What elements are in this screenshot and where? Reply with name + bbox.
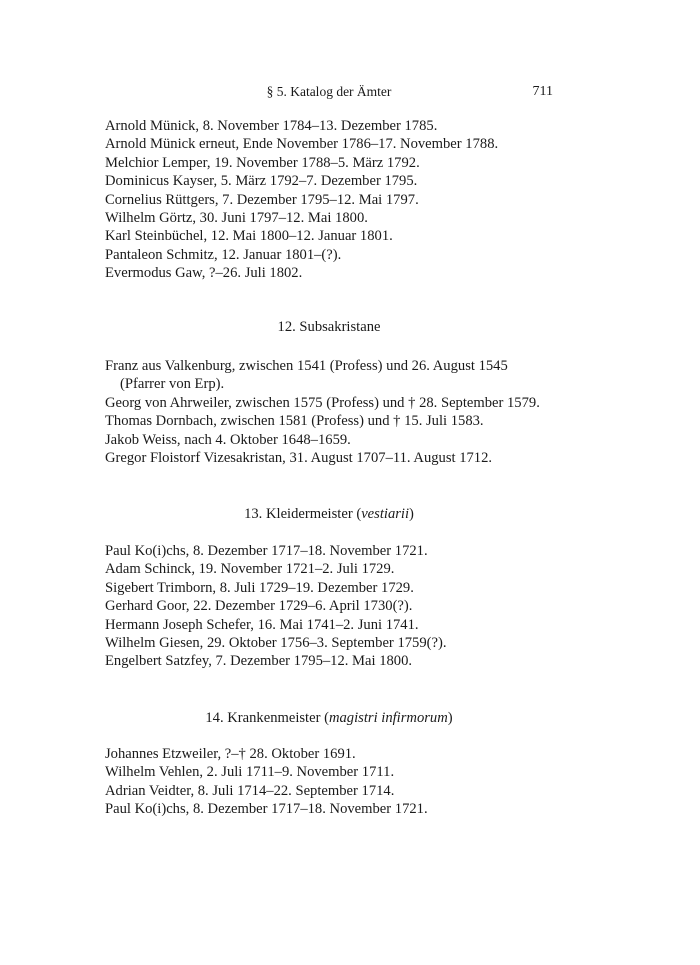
kleidermeister-list xyxy=(105,542,553,671)
krankenmeister-list xyxy=(105,745,553,819)
list-entry: Hermann Joseph Schefer, 16. Mai 1741–2. Juni 1741. xyxy=(105,616,419,633)
list-entry: Gerhard Goor, 22. Dezember 1729–6. April 1730(?). xyxy=(105,598,413,615)
continued-entry-list xyxy=(105,117,553,283)
list-entry: Dominicus Kayser, 5. März 1792–7. Dezember 1795. xyxy=(105,173,418,190)
list-entry: Karl Steinbüchel, 12. Mai 1800–12. Januar 1801. xyxy=(105,228,393,245)
list-entry: Jakob Weiss, nach 4. Oktober 1648–1659. xyxy=(105,431,351,448)
page-number: 711 xyxy=(532,84,553,99)
list-entry: Paul Ko(i)chs, 8. Dezember 1717–18. November 1721. xyxy=(105,543,428,559)
list-entry: Melchior Lemper, 19. November 1788–5. März 1792. xyxy=(105,154,420,171)
list-entry: Adrian Veidter, 8. Juli 1714–22. September 1714. xyxy=(105,782,395,799)
list-entry: Gregor Floistorf Vizesakristan, 31. August 1707–11. August 1712. xyxy=(105,450,493,467)
list-entry: Wilhelm Giesen, 29. Oktober 1756–3. September 1759(?). xyxy=(105,635,447,652)
list-entry: Engelbert Satzfey, 7. Dezember 1795–12. Mai 1800. xyxy=(105,653,413,670)
list-entry: Pantaleon Schmitz, 12. Januar 1801–(?). xyxy=(105,246,342,263)
list-entry: Wilhelm Görtz, 30. Juni 1797–12. Mai 1800. xyxy=(105,210,368,227)
section-heading-kleidermeister xyxy=(105,505,553,523)
list-entry: Georg von Ahrweiler, zwischen 1575 (Profess) und † 28. September 1579. xyxy=(105,394,540,411)
list-entry: Adam Schinck, 19. November 1721–2. Juli 1729. xyxy=(105,561,395,578)
list-entry: Wilhelm Vehlen, 2. Juli 1711–9. November 1711. xyxy=(105,764,395,781)
section-heading-krankenmeister xyxy=(105,709,553,727)
page-header xyxy=(105,84,553,102)
section-heading-latin: vestiarii xyxy=(361,506,410,522)
list-entry: Johannes Etzweiler, ?–† 28. Oktober 1691. xyxy=(105,746,356,762)
section-heading-latin: magistri infirmorum xyxy=(328,710,448,726)
section-heading-text: 13. Kleidermeister ( xyxy=(244,506,362,522)
section-heading-text: 14. Krankenmeister ( xyxy=(205,710,329,726)
list-entry: Franz aus Valkenburg, zwischen 1541 (Profess) und 26. August 1545 (Pfarrer von Erp). xyxy=(105,358,508,393)
list-entry: Evermodus Gaw, ?–26. Juli 1802. xyxy=(105,265,303,282)
section-heading-subsakristane xyxy=(105,318,553,336)
list-entry: Cornelius Rüttgers, 7. Dezember 1795–12. Mai 1797. xyxy=(105,191,419,208)
list-entry: Arnold Münick erneut, Ende November 1786–17. November 1788. xyxy=(105,136,499,153)
section-heading-suffix: ) xyxy=(409,506,414,522)
list-entry: Sigebert Trimborn, 8. Juli 1729–19. Dezember 1729. xyxy=(105,579,414,596)
section-heading-suffix: ) xyxy=(447,710,453,726)
running-title: § 5. Katalog der Ämter xyxy=(266,84,392,99)
list-entry: Arnold Münick, 8. November 1784–13. Dezember 1785. xyxy=(105,118,438,134)
section-heading-text: 12. Subsakristane xyxy=(277,319,381,335)
list-entry: Thomas Dornbach, zwischen 1581 (Profess) und † 15. Juli 1583. xyxy=(105,413,484,430)
list-entry: Paul Ko(i)chs, 8. Dezember 1717–18. November 1721. xyxy=(105,801,428,818)
subsakristane-list xyxy=(105,357,553,467)
